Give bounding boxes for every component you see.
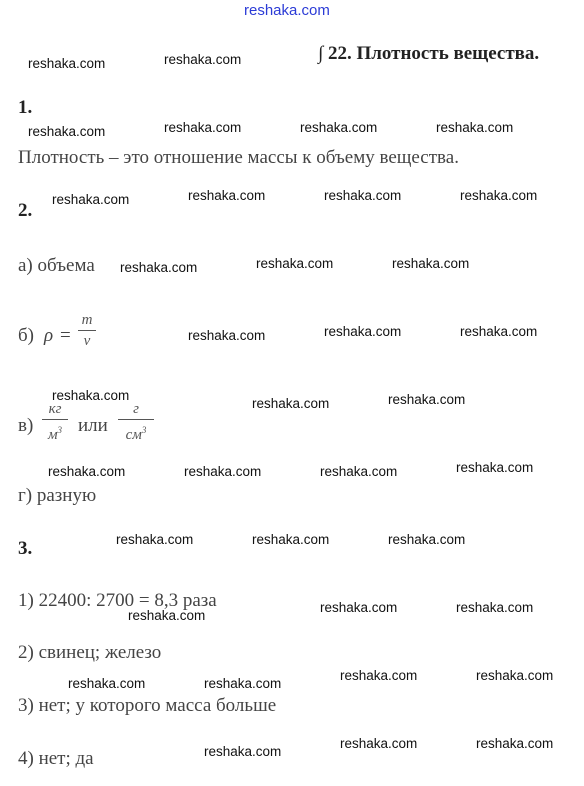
watermark: reshaka.com: [340, 736, 418, 751]
watermark: reshaka.com: [456, 460, 534, 475]
question-number-3: 3.: [18, 538, 33, 559]
watermark: reshaka.com: [188, 188, 266, 203]
watermark: reshaka.com: [204, 676, 282, 691]
watermark: reshaka.com: [52, 192, 130, 207]
watermark: reshaka.com: [388, 532, 466, 547]
unit-g-per-cm3: [118, 400, 154, 444]
fraction-bar: [118, 419, 154, 420]
answer-2b-label: б): [18, 325, 34, 346]
density-formula: [44, 309, 104, 361]
watermark: reshaka.com: [184, 464, 262, 479]
watermark: reshaka.com: [252, 396, 330, 411]
watermark: reshaka.com: [188, 328, 266, 343]
answer-2d: г) разную: [18, 485, 97, 506]
watermark: reshaka.com: [128, 608, 206, 623]
answer-3-1: 1) 22400: 2700 = 8,3 раза: [18, 590, 217, 611]
answer-3-3: 3) нет; у которого масса больше: [18, 695, 277, 716]
watermark: reshaka.com: [392, 256, 470, 271]
answer-2a: а) объема: [18, 255, 95, 276]
watermark: reshaka.com: [320, 600, 398, 615]
watermark: reshaka.com: [324, 324, 402, 339]
or-word: или: [78, 415, 108, 436]
watermark: reshaka.com: [388, 392, 466, 407]
watermark: reshaka.com: [52, 388, 130, 403]
watermark: reshaka.com: [164, 52, 242, 67]
watermark: reshaka.com: [300, 120, 378, 135]
site-header-link[interactable]: reshaka.com: [244, 2, 330, 19]
watermark: reshaka.com: [28, 56, 106, 71]
formula-numerator: m: [81, 312, 93, 328]
watermark: reshaka.com: [256, 256, 334, 271]
watermark: reshaka.com: [476, 736, 554, 751]
watermark: reshaka.com: [460, 324, 538, 339]
formula-fraction: [78, 311, 96, 350]
unit-numerator: г: [133, 401, 139, 417]
fraction-bar: [78, 330, 96, 331]
watermark: reshaka.com: [116, 532, 194, 547]
fraction-bar: [42, 419, 68, 420]
watermark: reshaka.com: [476, 668, 554, 683]
question-number-1: 1.: [18, 97, 33, 118]
watermark: reshaka.com: [68, 676, 146, 691]
unit-kg-per-m3: [42, 400, 68, 444]
unit-denominator: $см^3$: [125, 425, 147, 443]
watermark: reshaka.com: [164, 120, 242, 135]
watermark: reshaka.com: [252, 532, 330, 547]
answer-1: Плотность – это отношение массы к объему вещества.: [18, 147, 459, 168]
unit-numerator: кг: [48, 401, 62, 417]
watermark: reshaka.com: [320, 464, 398, 479]
section-title: ∫ 22. Плотность вещества.: [318, 43, 540, 64]
watermark: reshaka.com: [460, 188, 538, 203]
formula-rho: ρ: [44, 325, 54, 346]
watermark: reshaka.com: [340, 668, 418, 683]
formula-denominator: v: [83, 333, 91, 349]
answer-3-2: 2) свинец; железо: [18, 642, 162, 663]
watermark: reshaka.com: [28, 124, 106, 139]
watermark: reshaka.com: [120, 260, 198, 275]
watermark: reshaka.com: [324, 188, 402, 203]
answer-3-4: 4) нет; да: [18, 748, 94, 769]
formula-equals: =: [60, 325, 71, 346]
watermark: reshaka.com: [436, 120, 514, 135]
question-number-2: 2.: [18, 200, 33, 221]
watermark: reshaka.com: [204, 744, 282, 759]
answer-2c-label: в): [18, 415, 34, 436]
watermark: reshaka.com: [456, 600, 534, 615]
unit-denominator: $м^3$: [47, 425, 63, 443]
watermark: reshaka.com: [48, 464, 126, 479]
